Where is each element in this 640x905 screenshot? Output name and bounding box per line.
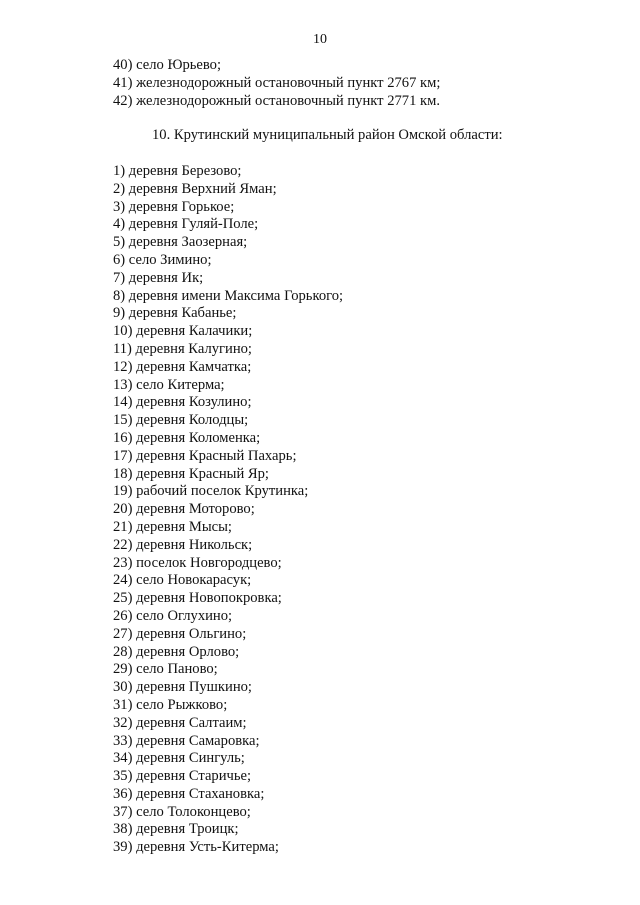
list-item: 35) деревня Старичье; bbox=[113, 768, 252, 785]
list-item: 36) деревня Стахановка; bbox=[113, 785, 265, 802]
list-item: 1) деревня Березово; bbox=[113, 163, 242, 179]
list-item: 37) село Толоконцево; bbox=[113, 803, 251, 820]
list-item: 30) деревня Пушкино; bbox=[113, 679, 252, 696]
list-item: 32) деревня Салтаим; bbox=[113, 714, 247, 731]
continued-list bbox=[113, 57, 440, 110]
list-item: 27) деревня Ольгино; bbox=[113, 625, 247, 642]
list-item: 19) рабочий поселок Крутинка; bbox=[113, 483, 309, 500]
list-item: 41) железнодорожный остановочный пункт 2767 км; bbox=[113, 74, 441, 91]
list-item: 25) деревня Новопокровка; bbox=[113, 590, 282, 607]
section-heading: 10. Крутинский муниципальный район Омской области: bbox=[152, 127, 503, 143]
list-item: 38) деревня Троицк; bbox=[113, 821, 239, 838]
list-item: 14) деревня Козулино; bbox=[113, 394, 252, 411]
list-item: 24) село Новокарасук; bbox=[113, 572, 252, 589]
list-item: 9) деревня Кабанье; bbox=[113, 305, 237, 322]
list-item: 29) село Паново; bbox=[113, 661, 218, 678]
list-item: 10) деревня Калачики; bbox=[113, 323, 253, 340]
list-item: 12) деревня Камчатка; bbox=[113, 358, 252, 375]
list-item: 15) деревня Колодцы; bbox=[113, 412, 249, 429]
list-item: 5) деревня Заозерная; bbox=[113, 234, 248, 251]
list-item: 34) деревня Сингуль; bbox=[113, 750, 245, 767]
list-item: 7) деревня Ик; bbox=[113, 269, 204, 286]
list-item: 23) поселок Новгородцево; bbox=[113, 554, 282, 571]
list-item: 6) село Зимино; bbox=[113, 251, 212, 268]
list-item: 26) село Оглухино; bbox=[113, 607, 233, 624]
list-item: 20) деревня Моторово; bbox=[113, 501, 255, 518]
list-item: 11) деревня Калугино; bbox=[113, 340, 252, 357]
list-item: 18) деревня Красный Яр; bbox=[113, 465, 269, 482]
list-item: 42) железнодорожный остановочный пункт 2771 км. bbox=[113, 92, 441, 109]
list-item: 16) деревня Коломенка; bbox=[113, 429, 261, 446]
list-item: 4) деревня Гуляй-Поле; bbox=[113, 216, 259, 233]
page-number: 10 bbox=[313, 32, 327, 47]
list-item: 2) деревня Верхний Яман; bbox=[113, 180, 277, 197]
list-item: 17) деревня Красный Пахарь; bbox=[113, 447, 297, 464]
list-item: 33) деревня Самаровка; bbox=[113, 732, 260, 749]
list-item: 28) деревня Орлово; bbox=[113, 643, 240, 660]
list-item: 3) деревня Горькое; bbox=[113, 198, 235, 215]
list-item: 8) деревня имени Максима Горького; bbox=[113, 287, 344, 304]
list-item: 40) село Юрьево; bbox=[113, 57, 222, 73]
list-item: 39) деревня Усть-Китерма; bbox=[113, 839, 279, 856]
list-item: 21) деревня Мысы; bbox=[113, 518, 232, 535]
list-item: 13) село Китерма; bbox=[113, 376, 225, 393]
list-item: 31) село Рыжково; bbox=[113, 696, 228, 713]
list-item: 22) деревня Никольск; bbox=[113, 536, 253, 553]
settlement-list bbox=[113, 163, 343, 857]
